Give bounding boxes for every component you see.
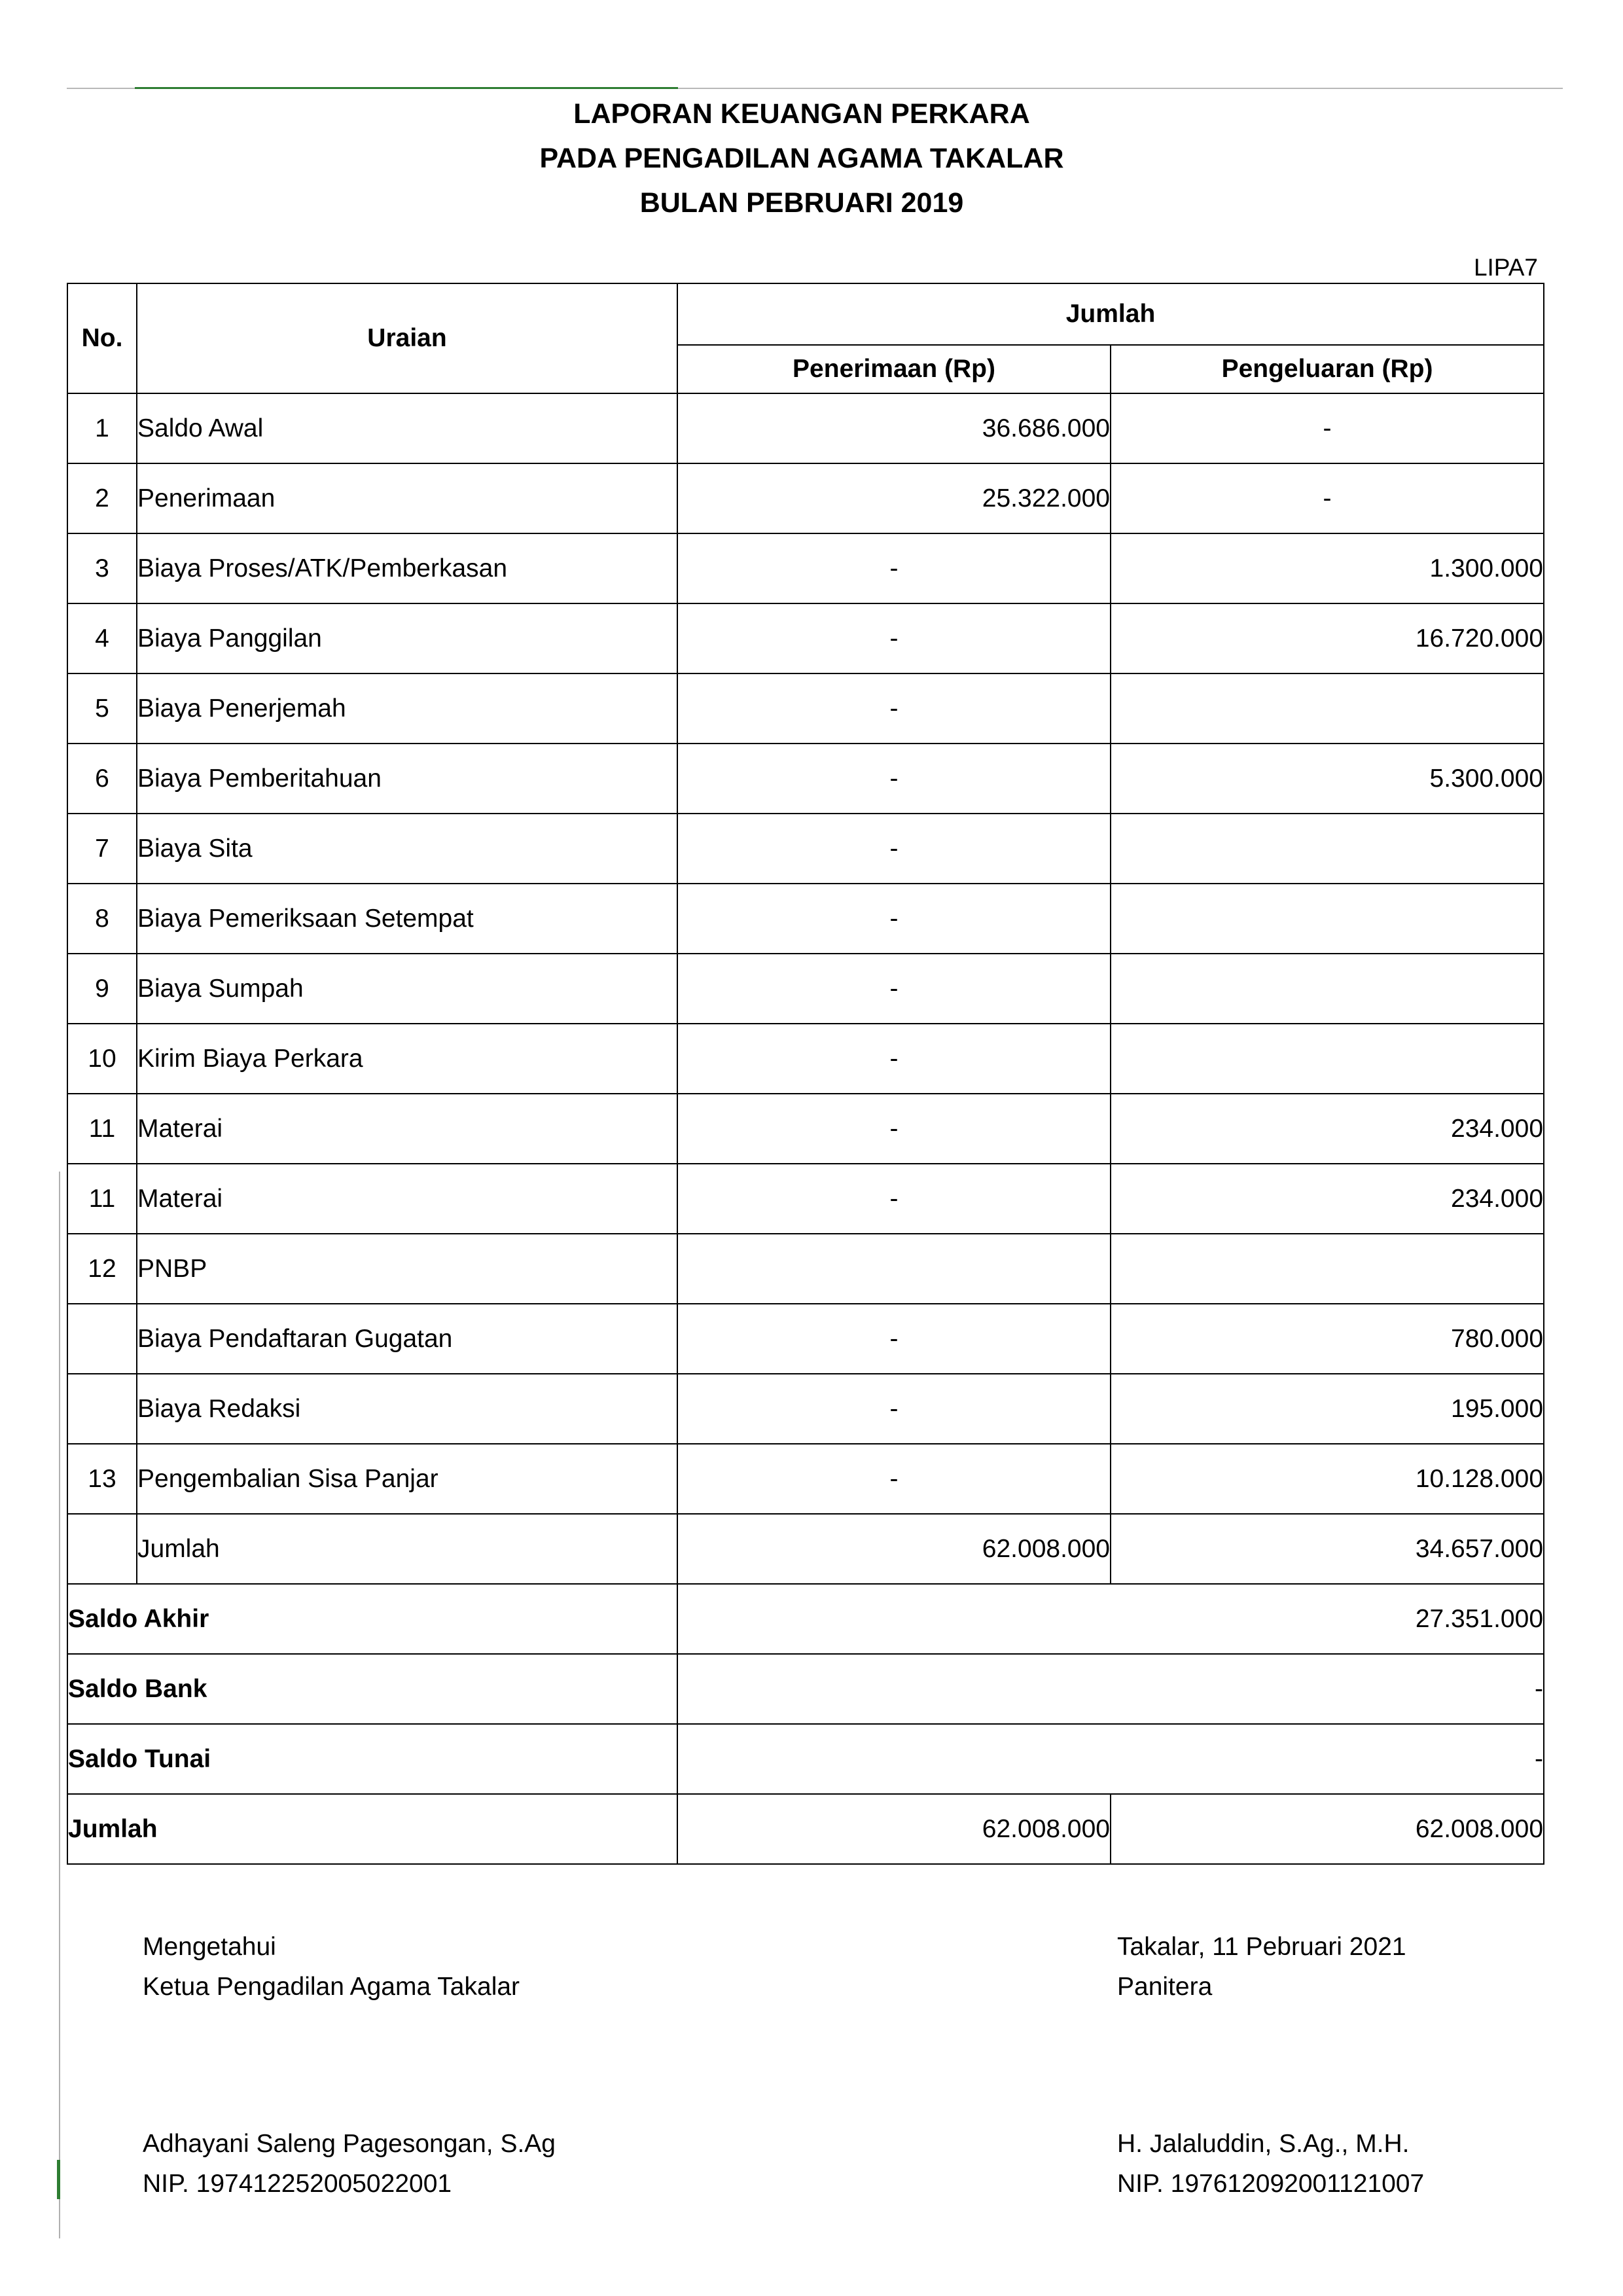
signature-left-heading — [143, 1927, 520, 2007]
table-row — [67, 1234, 1544, 1304]
row-no: 8 — [67, 884, 137, 954]
table-row — [67, 814, 1544, 884]
header-uraian: Uraian — [137, 283, 677, 393]
row-no: 9 — [67, 954, 137, 1024]
signature-left-name: Adhayani Saleng Pagesongan, S.Ag — [143, 2130, 556, 2158]
row-penerimaan: - — [677, 884, 1111, 954]
row-no — [67, 1304, 137, 1374]
table-row — [67, 603, 1544, 673]
signature-left-line2: Ketua Pengadilan Agama Takalar — [143, 1973, 520, 2001]
row-no: 6 — [67, 744, 137, 814]
row-penerimaan: - — [677, 954, 1111, 1024]
row-label: Kirim Biaya Perkara — [137, 1024, 677, 1094]
row-label: Biaya Pemeriksaan Setempat — [137, 884, 677, 954]
table-row — [67, 1164, 1544, 1234]
row-pengeluaran — [1111, 954, 1544, 1024]
total-pengeluaran: 62.008.000 — [1111, 1794, 1544, 1864]
row-pengeluaran — [1111, 1234, 1544, 1304]
row-pengeluaran: - — [1111, 393, 1544, 463]
header-no: No. — [67, 283, 137, 393]
row-pengeluaran: 1.300.000 — [1111, 533, 1544, 603]
form-code: LIPA7 — [1473, 254, 1538, 281]
row-penerimaan: - — [677, 1094, 1111, 1164]
row-penerimaan: - — [677, 1444, 1111, 1514]
row-no: 11 — [67, 1094, 137, 1164]
row-penerimaan: 25.322.000 — [677, 463, 1111, 533]
row-pengeluaran: - — [1111, 463, 1544, 533]
table-row — [67, 533, 1544, 603]
row-label: Biaya Proses/ATK/Pemberkasan — [137, 533, 677, 603]
row-pengeluaran — [1111, 673, 1544, 744]
saldo-akhir-label: Saldo Akhir — [67, 1584, 677, 1654]
top-divider-accent — [135, 87, 678, 89]
row-pengeluaran: 16.720.000 — [1111, 603, 1544, 673]
signature-left-line1: Mengetahui — [143, 1933, 276, 1961]
row-pengeluaran — [1111, 884, 1544, 954]
row-label: Biaya Sumpah — [137, 954, 677, 1024]
row-penerimaan: - — [677, 533, 1111, 603]
row-label: Biaya Penerjemah — [137, 673, 677, 744]
table-row — [67, 673, 1544, 744]
saldo-akhir-row — [67, 1584, 1544, 1654]
row-pengeluaran: 10.128.000 — [1111, 1444, 1544, 1514]
row-no: 7 — [67, 814, 137, 884]
row-pengeluaran — [1111, 814, 1544, 884]
row-no: 11 — [67, 1164, 137, 1234]
row-no: 1 — [67, 393, 137, 463]
row-pengeluaran: 780.000 — [1111, 1304, 1544, 1374]
row-label: Saldo Awal — [137, 393, 677, 463]
signature-right-nip: NIP. 197612092001121007 — [1117, 2170, 1425, 2198]
row-no: 5 — [67, 673, 137, 744]
table-row — [67, 884, 1544, 954]
row-penerimaan: - — [677, 1164, 1111, 1234]
row-no: 3 — [67, 533, 137, 603]
header-jumlah: Jumlah — [677, 283, 1544, 345]
report-title-line2: PADA PENGADILAN AGAMA TAKALAR — [539, 143, 1064, 174]
table-row — [67, 463, 1544, 533]
saldo-bank-label: Saldo Bank — [67, 1654, 677, 1724]
row-penerimaan: - — [677, 744, 1111, 814]
signature-right-block — [1117, 2124, 1424, 2204]
row-penerimaan: - — [677, 603, 1111, 673]
row-no — [67, 1514, 137, 1584]
table-row — [67, 1024, 1544, 1094]
signature-right-heading — [1117, 1927, 1406, 2007]
row-pengeluaran — [1111, 1024, 1544, 1094]
table-row — [67, 1374, 1544, 1444]
signature-left-block — [143, 2124, 556, 2204]
row-label: Materai — [137, 1164, 677, 1234]
saldo-tunai-value: - — [677, 1724, 1544, 1794]
report-title-line1: LAPORAN KEUANGAN PERKARA — [573, 98, 1030, 130]
left-edge-mark — [57, 2160, 60, 2199]
row-pengeluaran: 34.657.000 — [1111, 1514, 1544, 1584]
row-penerimaan: - — [677, 814, 1111, 884]
table-row — [67, 1444, 1544, 1514]
row-label: Jumlah — [137, 1514, 677, 1584]
saldo-bank-row — [67, 1654, 1544, 1724]
row-no: 10 — [67, 1024, 137, 1094]
row-penerimaan: 36.686.000 — [677, 393, 1111, 463]
signature-right-line2: Panitera — [1117, 1973, 1213, 2001]
report-title-line3: BULAN PEBRUARI 2019 — [639, 187, 964, 219]
table-row — [67, 954, 1544, 1024]
signature-right-name: H. Jalaluddin, S.Ag., M.H. — [1117, 2130, 1410, 2158]
total-penerimaan: 62.008.000 — [677, 1794, 1111, 1864]
row-label: Biaya Pemberitahuan — [137, 744, 677, 814]
financial-report-table — [67, 283, 1544, 1865]
report-body — [67, 393, 1544, 1864]
row-label: Materai — [137, 1094, 677, 1164]
signature-left-nip: NIP. 197412252005022001 — [143, 2170, 452, 2198]
table-row — [67, 1094, 1544, 1164]
total-row — [67, 1794, 1544, 1864]
saldo-akhir-value: 27.351.000 — [677, 1584, 1544, 1654]
row-pengeluaran: 234.000 — [1111, 1094, 1544, 1164]
row-penerimaan: - — [677, 1374, 1111, 1444]
row-label: Biaya Sita — [137, 814, 677, 884]
row-label: Pengembalian Sisa Panjar — [137, 1444, 677, 1514]
row-no: 4 — [67, 603, 137, 673]
row-no — [67, 1374, 137, 1444]
row-penerimaan: 62.008.000 — [677, 1514, 1111, 1584]
row-no: 13 — [67, 1444, 137, 1514]
saldo-tunai-label: Saldo Tunai — [67, 1724, 677, 1794]
row-no: 12 — [67, 1234, 137, 1304]
row-penerimaan — [677, 1234, 1111, 1304]
row-label: Biaya Redaksi — [137, 1374, 677, 1444]
row-pengeluaran: 5.300.000 — [1111, 744, 1544, 814]
total-label: Jumlah — [67, 1794, 677, 1864]
table-row — [67, 393, 1544, 463]
row-no: 2 — [67, 463, 137, 533]
table-row — [67, 1514, 1544, 1584]
left-edge-line — [59, 1172, 60, 2238]
saldo-tunai-row — [67, 1724, 1544, 1794]
row-label: Biaya Panggilan — [137, 603, 677, 673]
row-penerimaan: - — [677, 1304, 1111, 1374]
header-pengeluaran: Pengeluaran (Rp) — [1111, 345, 1544, 393]
row-pengeluaran: 195.000 — [1111, 1374, 1544, 1444]
row-label: PNBP — [137, 1234, 677, 1304]
row-label: Penerimaan — [137, 463, 677, 533]
saldo-bank-value: - — [677, 1654, 1544, 1724]
row-penerimaan: - — [677, 673, 1111, 744]
row-label: Biaya Pendaftaran Gugatan — [137, 1304, 677, 1374]
row-penerimaan: - — [677, 1024, 1111, 1094]
header-penerimaan: Penerimaan (Rp) — [677, 345, 1111, 393]
row-pengeluaran: 234.000 — [1111, 1164, 1544, 1234]
table-row — [67, 1304, 1544, 1374]
signature-right-line1: Takalar, 11 Pebruari 2021 — [1117, 1933, 1406, 1961]
table-row — [67, 744, 1544, 814]
